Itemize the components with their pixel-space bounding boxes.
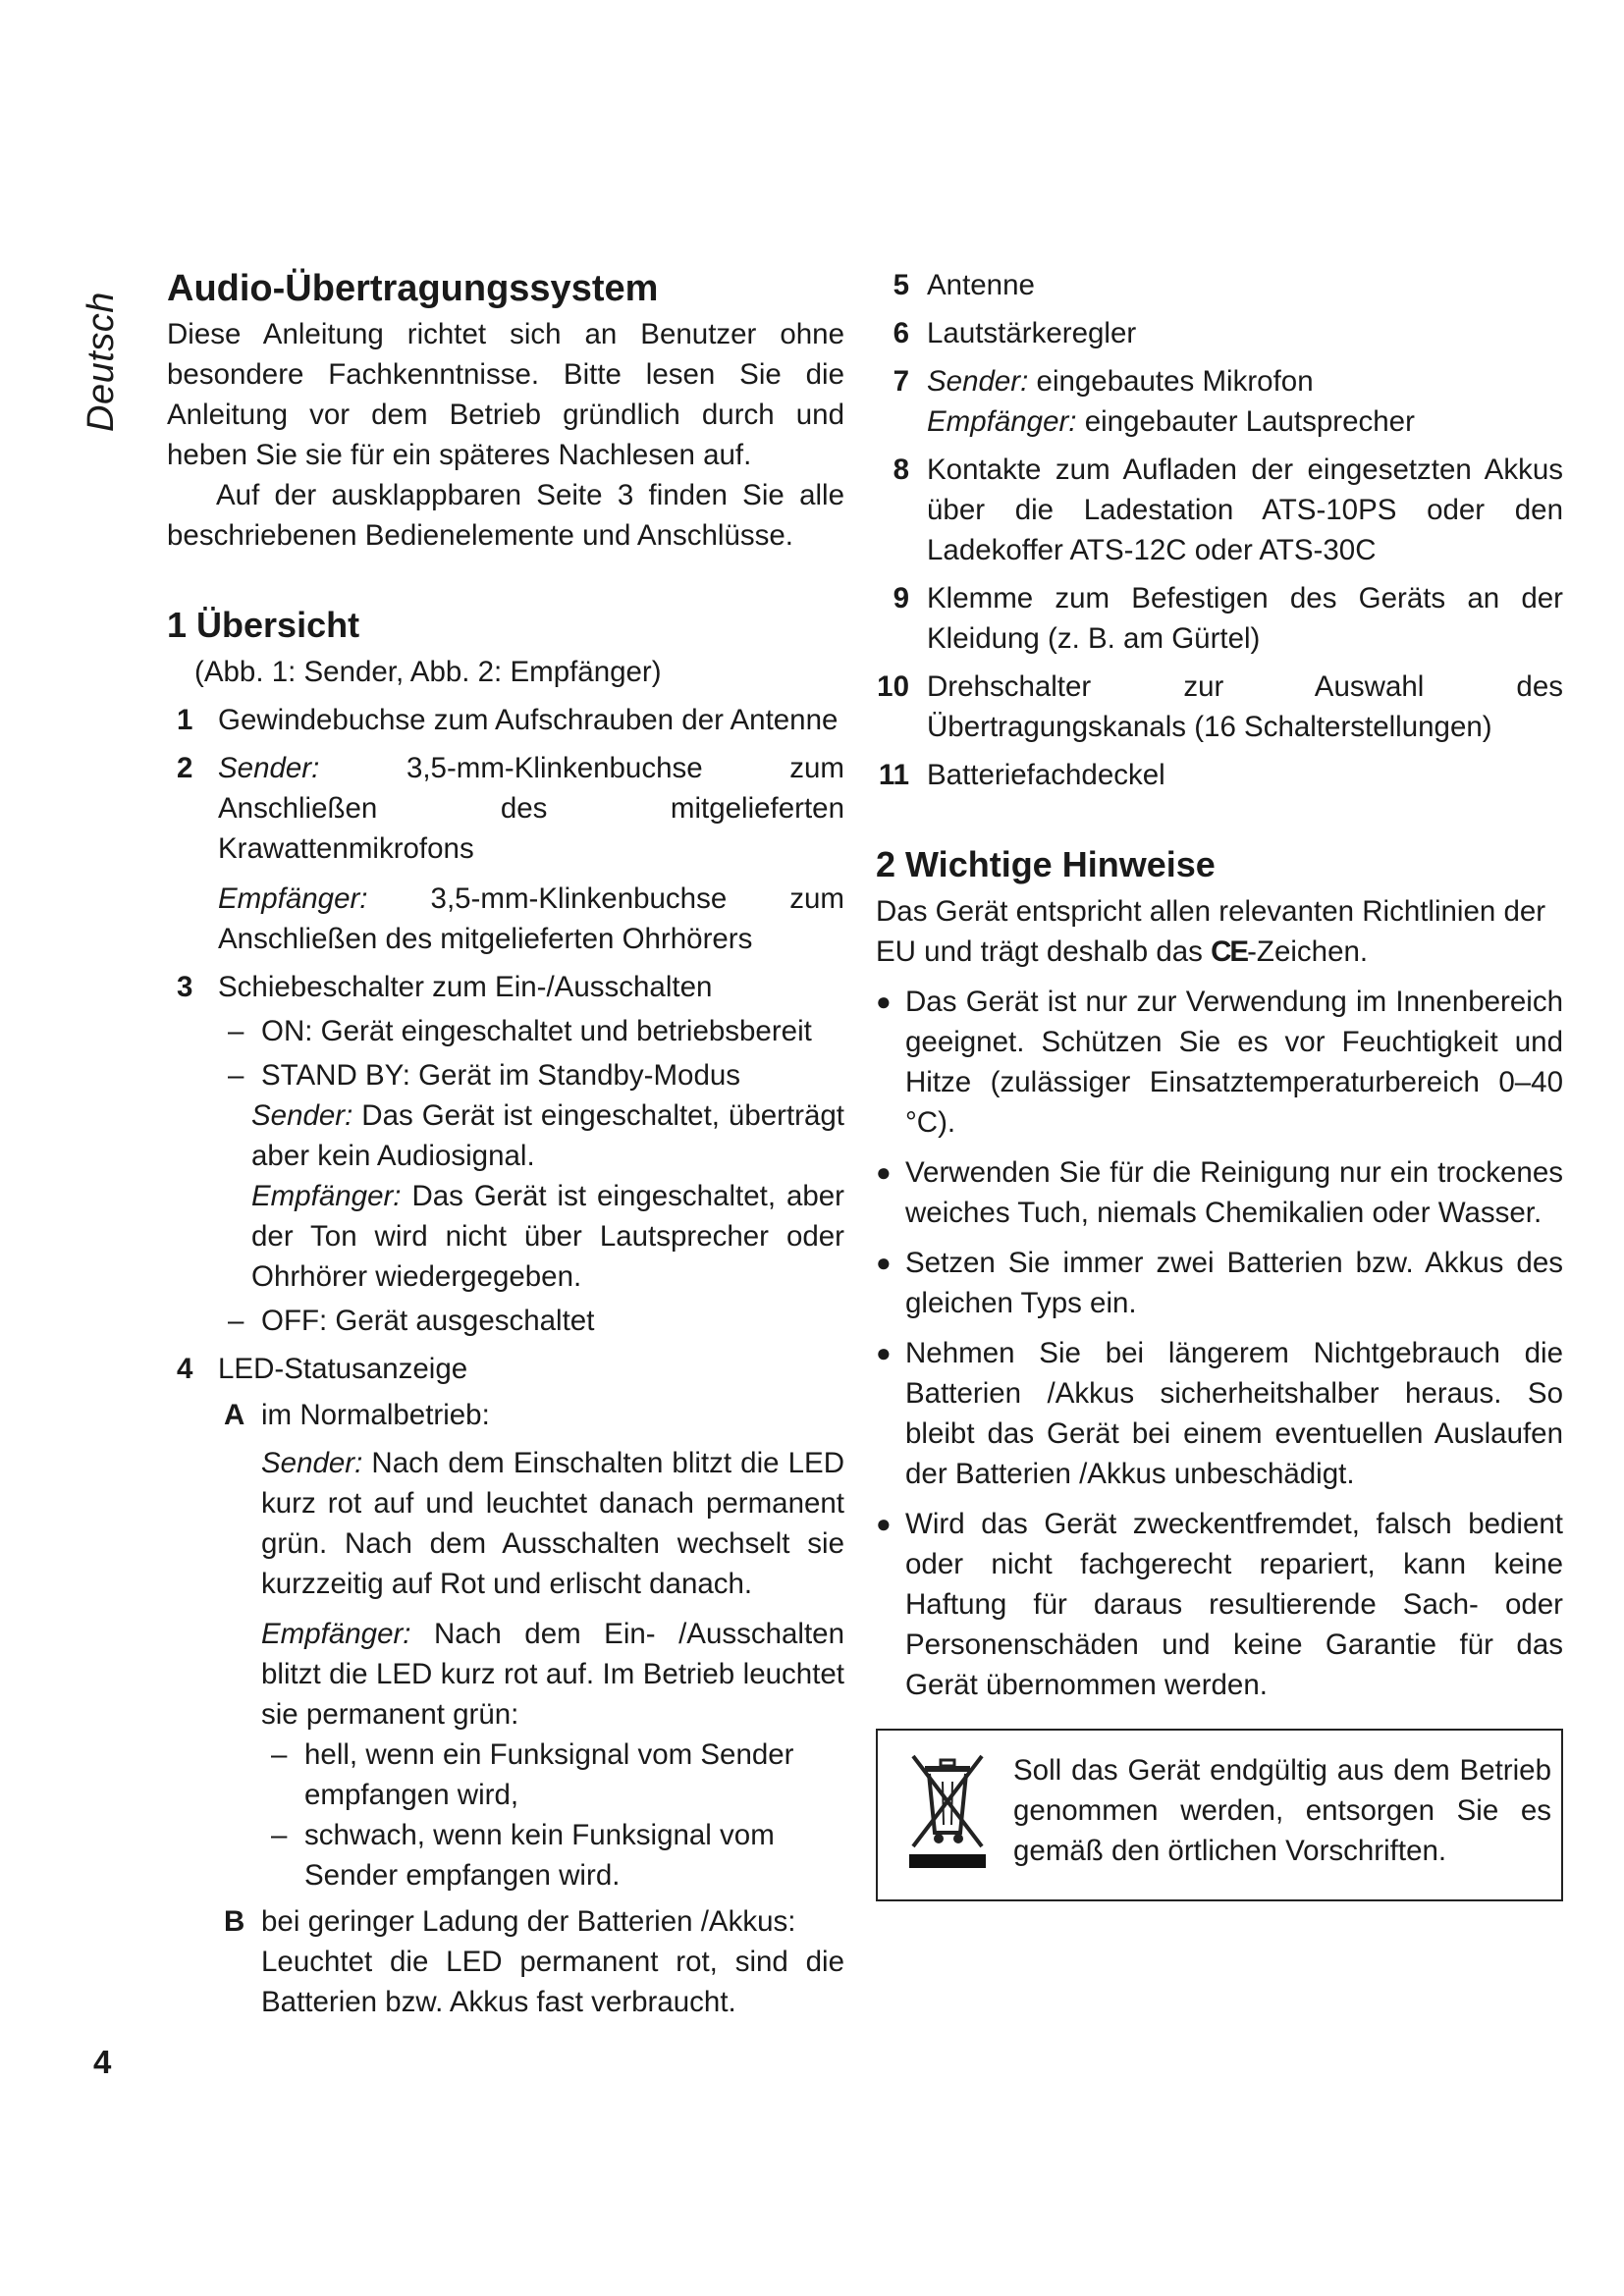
crossed-bin-icon	[903, 1752, 992, 1872]
item-text: Leuchtet die LED permanent rot, sind die Batterien bzw. Akkus fast verbraucht.	[261, 1946, 844, 2018]
list-item: ● Verwenden Sie für die Reinigung nur ein trockenes weiches Tuch, niemals Chemikalien oder Wasser.	[876, 1152, 1563, 1233]
receiver-label: Empfänger:	[218, 882, 368, 915]
item-number: 4	[177, 1353, 193, 1385]
item-text: eingebautes Mikrofon	[1036, 365, 1314, 398]
sub-label-b: B	[224, 1905, 245, 1938]
bullet-text: Wird das Gerät zweckentfremdet, falsch bedient oder nicht fachgerecht repariert, kann keine Haftung für daraus resultierende Sach- oder Personenschäden und keine Garantie für das Gerät übernommen werden.	[905, 1508, 1563, 1701]
sub-label-a: A	[224, 1399, 245, 1431]
section-2-heading: 2 Wichtige Hinweise	[876, 844, 1216, 884]
item-text: Das Gerät ist eingeschaltet, aber der Ton wird nicht über Lautsprecher oder Ohrhörer wiedergegeben.	[251, 1180, 844, 1293]
item-number: 7	[893, 365, 909, 398]
list-item	[876, 755, 1563, 795]
item-number: 11	[878, 759, 909, 791]
list-item	[876, 578, 1563, 659]
intro-paragraph-2: Auf der ausklappbaren Seite 3 finden Sie alle beschriebenen Bedienelemente und Anschlüsse.	[167, 479, 844, 552]
disposal-text: Soll das Gerät endgültig aus dem Betrieb genommen werden, entsorgen Sie es gemäß den örtlichen Vorschriften.	[1013, 1754, 1551, 1867]
item-text: Schiebeschalter zum Ein-/Ausschalten	[218, 971, 713, 1003]
item-text: 3,5-mm-Klinkenbuchse zum Anschließen des mitgelieferten Ohrhörers	[218, 882, 844, 955]
item-text: Kontakte zum Aufladen der eingesetzten Akkus über die Ladestation ATS-10PS oder den Ladekoffer ATS-12C oder ATS-30C	[927, 454, 1563, 566]
item-number: 2	[177, 752, 193, 784]
bullet-text: Das Gerät ist nur zur Verwendung im Innenbereich geeignet. Schützen Sie es vor Feuchtigkeit und Hitze (zulässiger Einsatztemperaturbereich 0–40 °C).	[905, 986, 1563, 1139]
language-label: Deutsch	[81, 292, 122, 432]
item-text: schwach, wenn kein Funksignal vom Sender empfangen wird.	[304, 1819, 775, 1892]
switch-state-on: ON: Gerät eingeschaltet und betriebsbereit	[261, 1015, 812, 1047]
list-item	[876, 361, 1563, 442]
sender-label: Sender:	[261, 1447, 363, 1479]
list-item: ● Das Gerät ist nur zur Verwendung im Innenbereich geeignet. Schützen Sie es vor Feuchtigkeit und Hitze (zulässiger Einsatztemperaturbereich 0–40 °C).	[876, 982, 1563, 1143]
item-text: hell, wenn ein Funksignal vom Sender empfangen wird,	[304, 1738, 794, 1811]
bullet-text: Verwenden Sie für die Reinigung nur ein trockenes weiches Tuch, niemals Chemikalien oder Wasser.	[905, 1156, 1563, 1229]
list-item: ● Wird das Gerät zweckentfremdet, falsch bedient oder nicht fachgerecht repariert, kann keine Haftung für daraus resultierende Sach- oder Personenschäden und keine Garantie für das Gerät übernommen werden.	[876, 1504, 1563, 1705]
item-text: Nach dem Einschalten blitzt die LED kurz rot auf und leuchtet danach permanent grün. Nach dem Ausschalten wechselt sie kurzzeitig auf Rot und erlischt danach.	[261, 1447, 844, 1600]
item-text: Antenne	[927, 269, 1035, 301]
right-column	[876, 265, 1563, 1901]
switch-state-off: OFF: Gerät ausgeschaltet	[261, 1305, 595, 1337]
item-number: 9	[893, 582, 909, 614]
section-2-intro: Das Gerät entspricht allen relevanten Richtlinien der EU und trägt deshalb das CE-Zeichen.	[876, 895, 1546, 968]
list-item	[876, 667, 1563, 747]
list-item	[167, 700, 844, 740]
disposal-notice-box	[876, 1729, 1563, 1901]
intro-paragraph: Diese Anleitung richtet sich an Benutzer ohne besondere Fachkenntnisse. Bitte lesen Sie die Anleitung vor dem Betrieb gründlich durch und heben Sie sie für ein späteres Nachlesen auf.	[167, 318, 844, 471]
list-item	[876, 450, 1563, 570]
item-number: 3	[177, 971, 193, 1003]
sender-label: Sender:	[927, 365, 1029, 398]
item-text: im Normalbetrieb:	[261, 1399, 490, 1431]
switch-state-standby: STAND BY: Gerät im Standby-Modus	[261, 1059, 741, 1092]
item-text: Nach dem Ein- /Ausschalten blitzt die LED kurz rot auf. Im Betrieb leuchtet sie permanent grün:	[261, 1618, 844, 1731]
sender-label: Sender:	[251, 1099, 353, 1132]
receiver-label: Empfänger:	[261, 1618, 411, 1650]
item-text: Klemme zum Befestigen des Geräts an der Kleidung (z. B. am Gürtel)	[927, 582, 1563, 655]
page-number: 4	[93, 2044, 112, 2080]
item-text: Lautstärkeregler	[927, 317, 1137, 349]
bullet-text: Setzen Sie immer zwei Batterien bzw. Akkus des gleichen Typs ein.	[905, 1247, 1563, 1319]
list-item: ● Setzen Sie immer zwei Batterien bzw. Akkus des gleichen Typs ein.	[876, 1243, 1563, 1323]
item-number: 6	[893, 317, 909, 349]
item-text: LED-Statusanzeige	[218, 1353, 468, 1385]
ce-mark: CE	[1211, 935, 1248, 968]
item-text: 3,5-mm-Klinkenbuchse zum Anschließen des mitgelieferten Krawattenmikrofons	[218, 752, 844, 865]
left-column	[167, 265, 844, 2022]
list-item	[876, 313, 1563, 353]
list-item	[167, 748, 844, 959]
item-number: 5	[893, 269, 909, 301]
list-item: ● Nehmen Sie bei längerem Nichtgebrauch die Batterien /Akkus sicherheitshalber heraus. So bleibt das Gerät bei einem eventuellen Auslaufen der Batterien /Akkus unbeschädigt.	[876, 1333, 1563, 1494]
section-1-heading: 1 Übersicht	[167, 605, 360, 645]
list-item	[876, 265, 1563, 305]
list-item: 4 LED-Statusanzeige A im Normalbetrieb: Sender: Nach dem Einschalten blitzt die LED kurz rot auf und leuchtet danach permanent grün. Nach dem Ausschalten wechselt sie kurzzeitig auf Rot und erlischt danach. Empfänger: Nach dem Ein- /Ausschalten blitzt die LED kurz rot auf. Im Betrieb leuchtet sie permanent grün: – hell, wenn ein Funksignal vom Sender empfangen wird, – schwach, wenn kein Funksignal vom Sender empfangen wird. B bei geringer Ladung der Batterien /Akkus: Leuchtet die LED permanent rot, sind die Batterien bzw. Akkus fast verbraucht.	[167, 1349, 844, 2022]
item-number: 8	[893, 454, 909, 486]
list-item: 3 Schiebeschalter zum Ein-/Ausschalten – ON: Gerät eingeschaltet und betriebsbereit – STAND BY: Gerät im Standby-Modus Sender: Das Gerät ist eingeschaltet, überträgt aber kein Audiosignal. Empfänger: Das Gerät ist eingeschaltet, aber der Ton wird nicht über Lautsprecher oder Ohrhörer wiedergegeben. – OFF: Gerät ausgeschaltet	[167, 967, 844, 1341]
item-number: 1	[177, 704, 193, 736]
item-text: Gewindebuchse zum Aufschrauben der Antenne	[218, 704, 839, 736]
item-text: eingebauter Lautsprecher	[1084, 405, 1415, 438]
bullet-text: Nehmen Sie bei längerem Nichtgebrauch die Batterien /Akkus sicherheitshalber heraus. So bleibt das Gerät bei einem eventuellen Auslaufen der Batterien /Akkus unbeschädigt.	[905, 1337, 1563, 1490]
sender-label: Sender:	[218, 752, 320, 784]
item-number: 10	[877, 670, 909, 703]
receiver-label: Empfänger:	[927, 405, 1077, 438]
item-text: Batteriefachdeckel	[927, 759, 1165, 791]
receiver-label: Empfänger:	[251, 1180, 402, 1212]
item-text: bei geringer Ladung der Batterien /Akkus:	[261, 1905, 796, 1938]
item-text: Drehschalter zur Auswahl des Übertragungskanals (16 Schalterstellungen)	[927, 670, 1563, 743]
page-title: Audio-Übertragungssystem	[167, 268, 659, 309]
item-text: Das Gerät ist eingeschaltet, überträgt aber kein Audiosignal.	[251, 1099, 844, 1172]
section-1-subtitle: (Abb. 1: Sender, Abb. 2: Empfänger)	[194, 656, 662, 688]
